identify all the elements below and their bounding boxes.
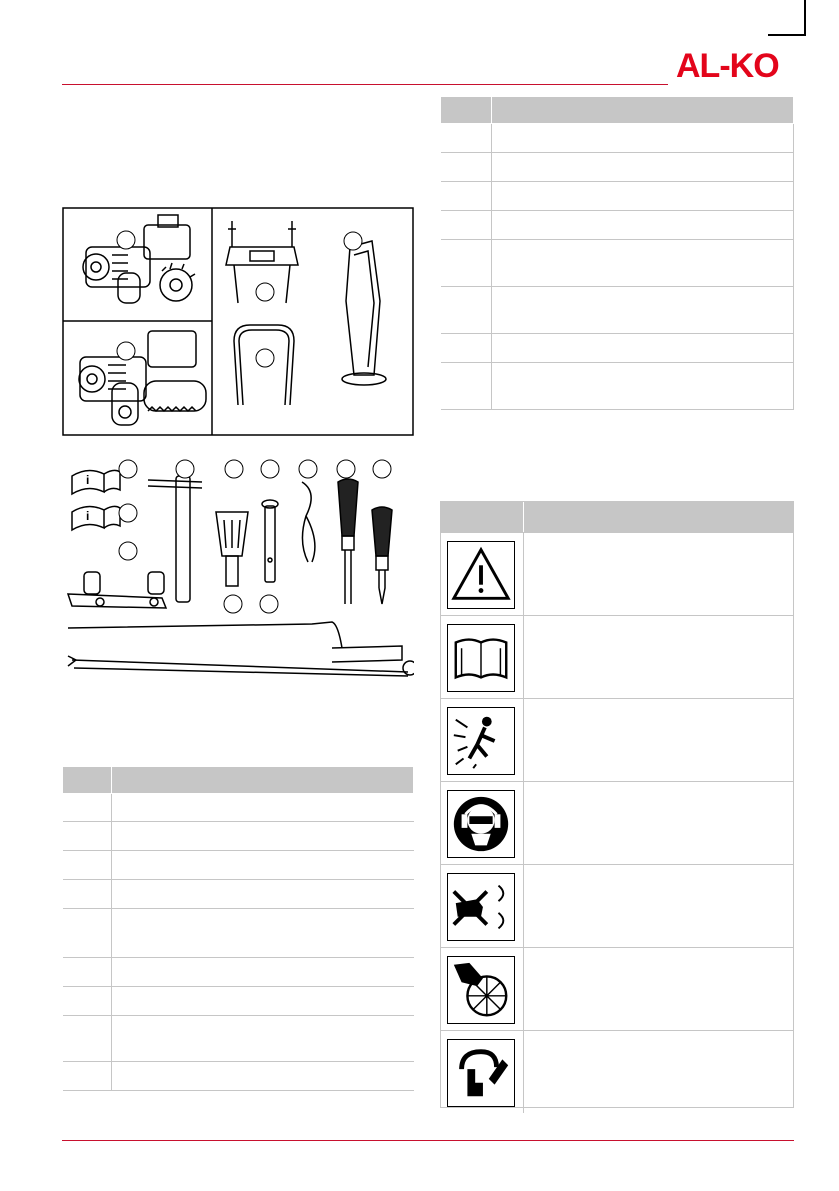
symbol-row (441, 781, 793, 864)
logo-text: AL-KO (676, 50, 779, 80)
table-header-cell (441, 97, 492, 124)
foot-injury-icon (447, 1039, 515, 1107)
discharge-chute (342, 241, 386, 385)
table-row (441, 153, 794, 182)
symbol-row (441, 947, 793, 1030)
symbol-row (441, 1030, 793, 1113)
screwdriver (338, 479, 358, 604)
scraper-tool (216, 512, 248, 586)
accessories-figure (62, 452, 414, 688)
table-header-cell (441, 502, 524, 532)
symbols-table-header (441, 502, 793, 532)
symbol-row (441, 615, 793, 698)
table-header-cell (524, 502, 793, 532)
table-header-cell (492, 97, 794, 124)
table-row (63, 958, 414, 987)
table-row (441, 240, 794, 287)
symbols-table (440, 501, 794, 1108)
rotating-auger-hand-icon (447, 956, 515, 1024)
cotter-pin (302, 482, 315, 562)
table-row (441, 334, 794, 363)
table-row (441, 363, 794, 410)
parts-table-right (440, 96, 794, 410)
table-row (441, 287, 794, 334)
shear-pin (262, 500, 278, 582)
table-row (441, 211, 794, 240)
keep-hands-away-icon (447, 873, 515, 941)
snow-thrower-wheels (83, 215, 195, 303)
table-header-cell (63, 767, 112, 794)
table-row (63, 851, 414, 880)
table-row (63, 1062, 414, 1091)
snow-thrower-tracks (79, 331, 206, 425)
table-row (63, 822, 414, 851)
warning-triangle-icon (447, 541, 515, 609)
header-rule (62, 84, 668, 85)
svg-text:i: i (86, 509, 90, 523)
parts-table-left (62, 766, 414, 1091)
read-manual-icon (447, 624, 515, 692)
connecting-rod (68, 622, 414, 676)
table-row (63, 794, 414, 822)
table-row (63, 1016, 414, 1062)
table-row (63, 909, 414, 958)
symbol-row (441, 532, 793, 615)
eye-ear-protection-icon (447, 790, 515, 858)
table-row (63, 880, 414, 909)
symbol-row (441, 698, 793, 781)
manual-book-icon (72, 506, 120, 530)
crop-mark (768, 0, 806, 36)
svg-text:i: i (86, 473, 90, 487)
manual-book-icon (72, 470, 120, 494)
table-row (63, 987, 414, 1016)
alko-logo (676, 50, 796, 80)
table-row (441, 182, 794, 211)
symbol-row (441, 864, 793, 947)
mounting-bracket (68, 572, 166, 608)
footer-rule (62, 1140, 794, 1141)
table-row (441, 124, 794, 153)
table-header-cell (112, 767, 414, 794)
screwdriver (372, 507, 392, 604)
product-variants-figure (62, 207, 414, 436)
thrown-objects-icon (447, 707, 515, 775)
t-wrench (148, 476, 202, 602)
